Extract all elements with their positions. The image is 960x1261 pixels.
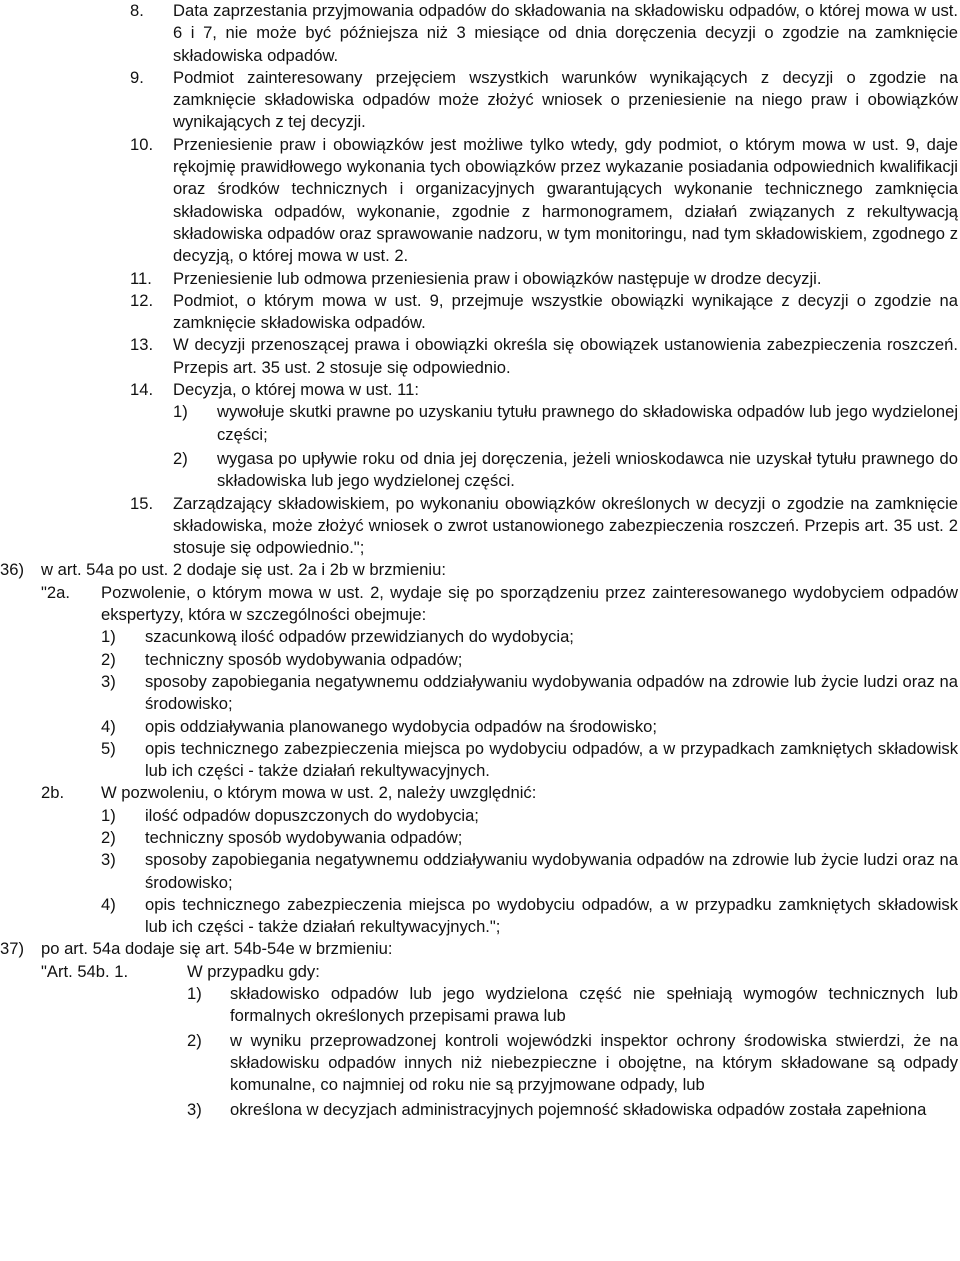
item-text: techniczny sposób wydobywania odpadów; xyxy=(145,827,463,847)
amendment-37 xyxy=(0,938,960,960)
item-number: 2) xyxy=(101,649,116,669)
sub-text: wywołuje skutki prawne po uzyskaniu tytułu prawnego do składowiska odpadów lub jego wydzielonej części; xyxy=(217,402,958,444)
paragraph-text: W pozwoleniu, o którym mowa w ust. 2, należy uwzględnić: xyxy=(101,783,537,803)
article-number: "Art. 54b. 1. xyxy=(41,961,129,981)
paragraph-2b-item-1 xyxy=(0,805,960,827)
point-number: 10. xyxy=(130,134,154,154)
point-text: Zarządzający składowiskiem, po wykonaniu obowiązków określonych w decyzji o zgodzie na zamknięcie składowiska, może złożyć wniosek o zwrot ustanowionego zabezpieczenia roszczeń. Przepis art. 35 ust. 2 stosuje się odpowiednio."; xyxy=(173,493,958,558)
paragraph-2a-item-1 xyxy=(0,626,960,648)
point-text: Decyzja, o której mowa w ust. 11: xyxy=(173,380,419,400)
point-14 xyxy=(0,379,960,401)
item-text: sposoby zapobiegania negatywnemu oddziaływaniu wydobywania odpadów na zdrowie lub życie ludzi oraz na środowisko; xyxy=(145,671,958,714)
sub-number: 2) xyxy=(173,448,188,468)
sub-text: wygasa po upływie roku od dnia jej doręczenia, jeżeli wnioskodawca nie uzyskał tytułu prawnego do składowiska lub jego wydzielonej części. xyxy=(217,448,958,491)
paragraph-2a xyxy=(0,582,960,627)
paragraph-2a-item-2 xyxy=(0,649,960,671)
point-8 xyxy=(0,0,960,67)
sub-number: 1) xyxy=(173,402,188,422)
point-text: Podmiot, o którym mowa w ust. 9, przejmuje wszystkie obowiązki wynikające z decyzji o zgodzie na zamknięcie składowiska odpadów. xyxy=(173,290,958,333)
paragraph-2b-item-3 xyxy=(0,849,960,894)
paragraph-2b-item-2 xyxy=(0,827,960,849)
amendment-text: w art. 54a po ust. 2 dodaje się ust. 2a i 2b w brzmieniu: xyxy=(41,560,446,580)
point-text: Przeniesienie lub odmowa przeniesienia praw i obowiązków następuje w drodze decyzji. xyxy=(173,268,822,288)
item-text: składowisko odpadów lub jego wydzielona część nie spełniają wymogów technicznych lub formalnych określonych przepisami prawa lub xyxy=(230,984,958,1026)
item-number: 3) xyxy=(187,1099,202,1119)
paragraph-number: 2b. xyxy=(41,783,65,803)
item-text: opis oddziaływania planowanego wydobycia odpadów na środowisko; xyxy=(145,716,657,736)
item-number: 1) xyxy=(101,627,116,647)
point-text: Przeniesienie praw i obowiązków jest możliwe tylko wtedy, gdy podmiot, o którym mowa w ust. 9, daje rękojmię prawidłowego wykonania tych obowiązków przez wykazanie posiadania odpowiednich kwalifikacji oraz środków technicznych i organizacyjnych gwarantujących wykonanie technicznego zamknięcia składowiska odpadów, wykonanie, zgodnie z harmonogramem, działań związanych z rekultywacją składowiska odpadów oraz sprawowanie nadzoru, w tym monitoringu, nad tym składowiskiem, zgodnego z decyzją, o której mowa w ust. 2. xyxy=(173,134,958,266)
item-text: sposoby zapobiegania negatywnemu oddziaływaniu wydobywania odpadów na zdrowie lub życie ludzi oraz na środowisko; xyxy=(145,850,958,892)
item-number: 1) xyxy=(101,805,116,825)
paragraph-2a-item-4 xyxy=(0,716,960,738)
point-text: Podmiot zainteresowany przejęciem wszystkich warunków wynikających z decyzji o zgodzie na zamknięcie składowiska odpadów może złożyć wniosek o przeniesienie na niego praw i obowiązków wynikających z tej decyzji. xyxy=(173,67,958,132)
point-15 xyxy=(0,493,960,560)
point-text: W decyzji przenoszącej prawa i obowiązki określa się obowiązek ustanowienia zabezpieczenia roszczeń. Przepis art. 35 ust. 2 stosuje się odpowiednio. xyxy=(173,335,958,377)
item-text: opis technicznego zabezpieczenia miejsca po wydobyciu odpadów, a w przypadku zamkniętych składowisk lub ich części - także działań rekultywacyjnych."; xyxy=(145,894,958,937)
item-number: 1) xyxy=(187,984,202,1004)
amendment-number: 37) xyxy=(0,939,24,959)
point-number: 8. xyxy=(130,1,144,20)
item-text: w wyniku przeprowadzonej kontroli wojewódzki inspektor ochrony środowiska stwierdzi, że na składowisku odpadów innych niż niebezpieczne i obojętne, na którym składowane są odpady komunalne, co najmniej od roku nie są przyjmowane odpady, lub xyxy=(230,1030,958,1095)
item-number: 5) xyxy=(101,738,116,758)
paragraph-2b-item-4 xyxy=(0,894,960,939)
amendment-number: 36) xyxy=(0,560,24,580)
point-9 xyxy=(0,67,960,134)
article-54b-paragraph-1 xyxy=(0,961,960,983)
point-number: 12. xyxy=(130,290,154,310)
article-54b-item-3 xyxy=(0,1099,960,1121)
paragraph-number: "2a. xyxy=(41,582,70,602)
point-number: 11. xyxy=(130,268,152,288)
item-number: 2) xyxy=(101,827,116,847)
item-number: 4) xyxy=(101,894,116,914)
amendment-text: po art. 54a dodaje się art. 54b-54e w brzmieniu: xyxy=(41,939,393,959)
paragraph-2b xyxy=(0,782,960,804)
point-number: 15. xyxy=(130,493,154,513)
point-number: 14. xyxy=(130,380,154,400)
article-54b-item-1 xyxy=(0,983,960,1028)
point-number: 9. xyxy=(130,67,144,87)
item-text: określona w decyzjach administracyjnych pojemność składowiska odpadów została zapełniona xyxy=(230,1099,927,1119)
item-number: 3) xyxy=(101,671,116,691)
article-54b-item-2 xyxy=(0,1030,960,1097)
point-14-sub-2 xyxy=(0,448,960,493)
item-text: techniczny sposób wydobywania odpadów; xyxy=(145,649,463,669)
point-12 xyxy=(0,290,960,335)
point-number: 13. xyxy=(130,335,154,355)
amendment-36 xyxy=(0,559,960,581)
point-13 xyxy=(0,334,960,379)
point-11 xyxy=(0,268,960,290)
point-10 xyxy=(0,134,960,268)
paragraph-2a-item-5 xyxy=(0,738,960,783)
point-text: Data zaprzestania przyjmowania odpadów do składowania na składowisku odpadów, o której mowa w ust. 6 i 7, nie może być późniejsza niż 3 miesiące od dnia doręczenia decyzji o zgodzie na zamknięcie składowiska odpadów. xyxy=(173,1,958,65)
item-number: 3) xyxy=(101,850,116,870)
item-text: opis technicznego zabezpieczenia miejsca po wydobyciu odpadów, a w przypadkach zamkniętych składowisk lub ich części - także działań rekultywacyjnych. xyxy=(145,738,958,781)
article-text: W przypadku gdy: xyxy=(187,961,320,981)
item-text: szacunkową ilość odpadów przewidzianych do wydobycia; xyxy=(145,627,574,647)
paragraph-text: Pozwolenie, o którym mowa w ust. 2, wydaje się po sporządzeniu przez zainteresowanego wydobyciem odpadów ekspertyzy, która w szczególności obejmuje: xyxy=(101,582,958,625)
paragraph-2a-item-3 xyxy=(0,671,960,716)
item-text: ilość odpadów dopuszczonych do wydobycia; xyxy=(145,805,479,825)
item-number: 2) xyxy=(187,1030,202,1050)
point-14-sub-1 xyxy=(0,401,960,446)
item-number: 4) xyxy=(101,716,116,736)
